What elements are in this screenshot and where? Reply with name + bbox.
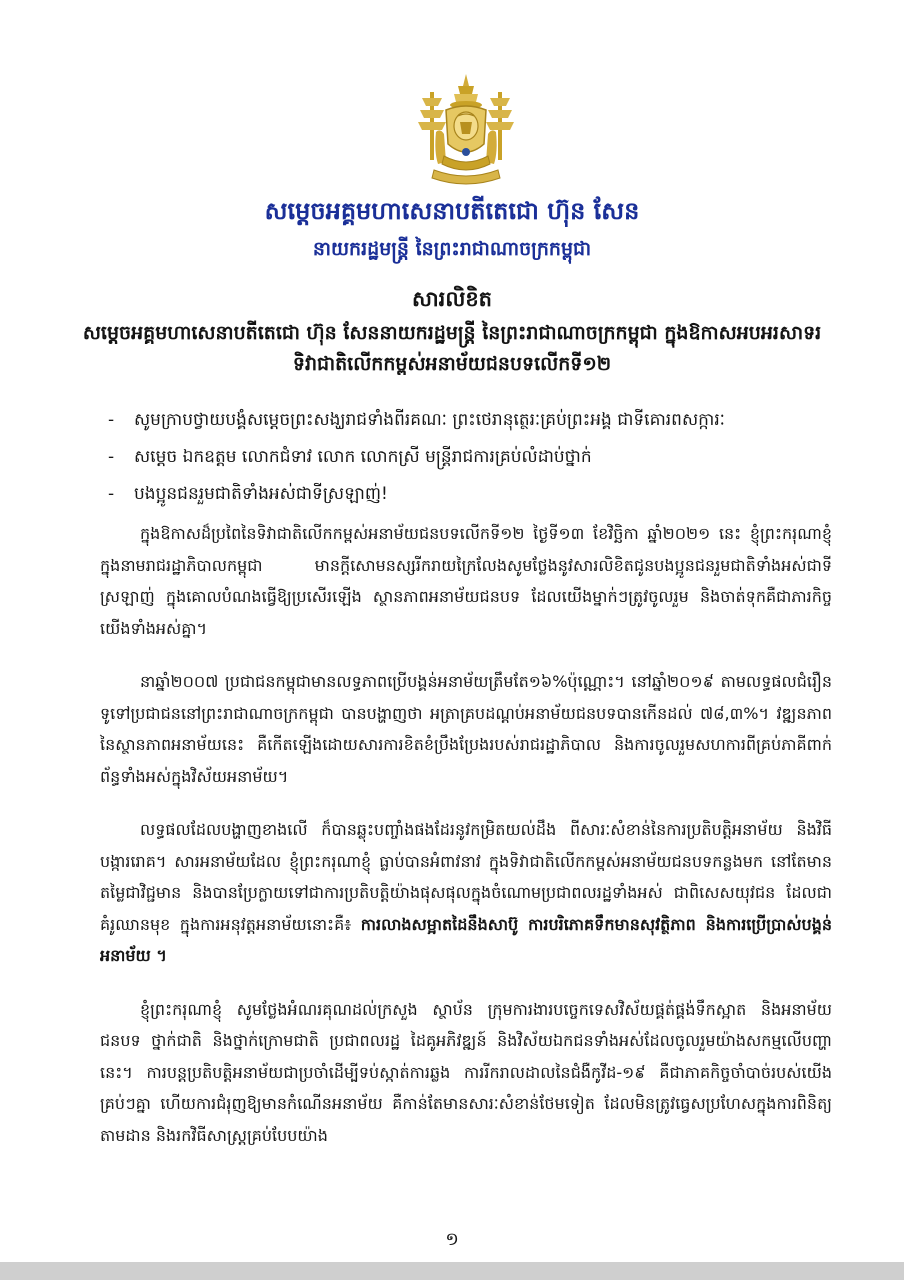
royal-coat-of-arms-emblem [408, 72, 524, 192]
hygiene-practices-emphasis: ការលាងសម្អាតដៃនឹងសាប៊ូ ការបរិភោគទឹកមានសុវត្ថិភាព និងការប្រើប្រាស់បង្គន់អនាម័យ ។ [100, 914, 833, 965]
bullet-dash: - [108, 484, 115, 504]
author-title-heading: នាយករដ្ឋមន្ត្រី នៃព្រះរាជាណាចក្រកម្ពុជា [312, 238, 592, 260]
body-paragraph-2: នាឆ្នាំ២០០៧ ប្រជាជនកម្ពុជាមានលទ្ធភាពប្រើបង្គន់អនាម័យត្រឹមតែ១៦%ប៉ុណ្ណោះ។ នៅឆ្នាំ២០១៩ តាមលទ្ធផលជំរឿនទូទៅប្រជាជននៅព្រះរាជាណាចក្រកម្ពុជា បានបង្ហាញថា អត្រាគ្របដណ្តប់អនាម័យជនបទបានកើនដល់ ៧៨,៣%។ វឌ្ឍនភាពនៃស្ថានភាពអនាម័យនេះ គឺកើតឡើងដោយសារការខិតខំប្រឹងប្រែងរបស់រាជរដ្ឋាភិបាល និងការចូលរួមសហការពីគ្រប់ភាគីពាក់ព័ន្ធទាំងអស់ក្នុងវិស័យអនាម័យ។ [100, 672, 832, 786]
page-number: ១ [445, 1229, 459, 1250]
salutation-item [108, 476, 848, 513]
viewer-bottom-edge [0, 1262, 904, 1280]
bullet-dash: - [108, 410, 115, 430]
letter-body [100, 518, 832, 1173]
salutation-item [108, 439, 848, 476]
salutation-item [108, 402, 848, 439]
body-paragraph-4: ខ្ញុំព្រះករុណាខ្ញុំ សូមថ្លែងអំណរគុណដល់ក្រសួង ស្ថាប័ន ក្រុមការងារបច្ចេកទេសវិស័យផ្គត់ផ្គង់ទឹកស្អាត និងអនាម័យជនបទ ថ្នាក់ជាតិ និងថ្នាក់ក្រោមជាតិ ប្រជាពលរដ្ឋ ដៃគូអភិវឌ្ឍន៍ និងវិស័យឯកជនទាំងអស់ដែលចូលរួមយ៉ាងសកម្មលើបញ្ហានេះ។ ការបន្តប្រតិបត្តិអនាម័យជាប្រចាំដើម្បីទប់ស្កាត់ការឆ្លង ការរីករាលដាលនៃជំងឺកូវីដ-១៩ គឺជាភាគកិច្ចចាំបាច់របស់យើងគ្រប់ៗគ្នា ហើយការជំរុញឱ្យមានកំណើនអនាម័យ គឺកាន់តែមានសារៈសំខាន់ថែមទៀត ដែលមិនត្រូវធ្វេសប្រហែសក្នុងការពិនិត្យតាមដាន និងរកវិធីសាស្ត្រគ្រប់បែបយ៉ាង [100, 999, 832, 1145]
bullet-dash: - [108, 447, 115, 467]
salutation-text: សម្តេច ឯកឧត្តម លោកជំទាវ លោក លោកស្រី មន្ត្រីរាជការគ្រប់លំដាប់ថ្នាក់ [134, 447, 592, 467]
document-subject-heading: សម្តេចអគ្គមហាសេនាបតីតេជោ ហ៊ុន សែននាយករដ្ឋមន្ត្រី នៃព្រះរាជាណាចក្រកម្ពុជា ក្នុងឱកាសអបអរសាទរទិវាជាតិលើកកម្ពស់អនាម័យជនបទលើកទី១២ [82, 322, 822, 375]
salutation-text: បងប្អូនជនរួមជាតិទាំងអស់ជាទីស្រឡាញ់! [134, 484, 388, 504]
body-paragraph-3-text: លទ្ធផលដែលបង្ហាញខាងលើ ក៏បានឆ្លុះបញ្ចាំងផងដែរនូវកម្រិតយល់ដឹង ពីសារៈសំខាន់នៃការប្រតិបត្តិអនាម័យ និងវិធីបង្ការរោគ។ សារអនាម័យដែល ខ្ញុំព្រះករុណាខ្ញុំ ធ្លាប់បានអំពាវនាវ ក្នុងទិវាជាតិលើកកម្ពស់អនាម័យជនបទកន្លងមក នៅតែមានតម្លៃជាវិជ្ជមាន និងបានប្រែក្លាយទៅជាការប្រតិបត្តិយ៉ាងផុសផុលក្នុងចំណោមប្រជាពលរដ្ឋទាំងអស់ ជាពិសេសយុវជន ដែលជាគំរូឈានមុខ ក្នុងការអនុវត្តអនាម័យនោះគឺ៖ [100, 820, 832, 934]
body-paragraph-1: ក្នុងឱកាសដ៏ប្រពៃនៃទិវាជាតិលើកកម្ពស់អនាម័យជនបទលើកទី១២ ថ្ងៃទី១៣ ខែវិច្ឆិកា ឆ្នាំ២០២១ នេះ ខ្ញុំព្រះករុណាខ្ញុំ ក្នុងនាមរាជរដ្ឋាភិបាលកម្ពុជា មានក្តីសោមនស្សរីករាយក្រៃលែងសូមថ្លែងនូវសារលិខិតជូនបងប្អូនជនរួមជាតិទាំងអស់ជាទីស្រឡាញ់ ក្នុងគោលបំណងធ្វើឱ្យប្រសើរឡើង ស្ថានភាពអនាម័យជនបទ ដែលយើងម្នាក់ៗត្រូវចូលរួម និងចាត់ទុកគឺជាភារកិច្ចយើងទាំងអស់គ្នា។ [100, 524, 832, 638]
salutation-list [108, 402, 848, 513]
author-name-heading: សម្តេចអគ្គមហាសេនាបតីតេជោ ហ៊ុន សែន [264, 197, 640, 225]
salutation-text: សូមក្រាបថ្វាយបង្គំសម្តេចព្រះសង្ឃរាជទាំងពីរគណៈ ព្រះថេរានុត្ថេរៈគ្រប់ព្រះអង្គ ជាទីគោរពសក្ការៈ [134, 410, 725, 430]
body-paragraph-3 [100, 814, 832, 972]
document-type-heading: សារលិខិត [412, 287, 492, 311]
